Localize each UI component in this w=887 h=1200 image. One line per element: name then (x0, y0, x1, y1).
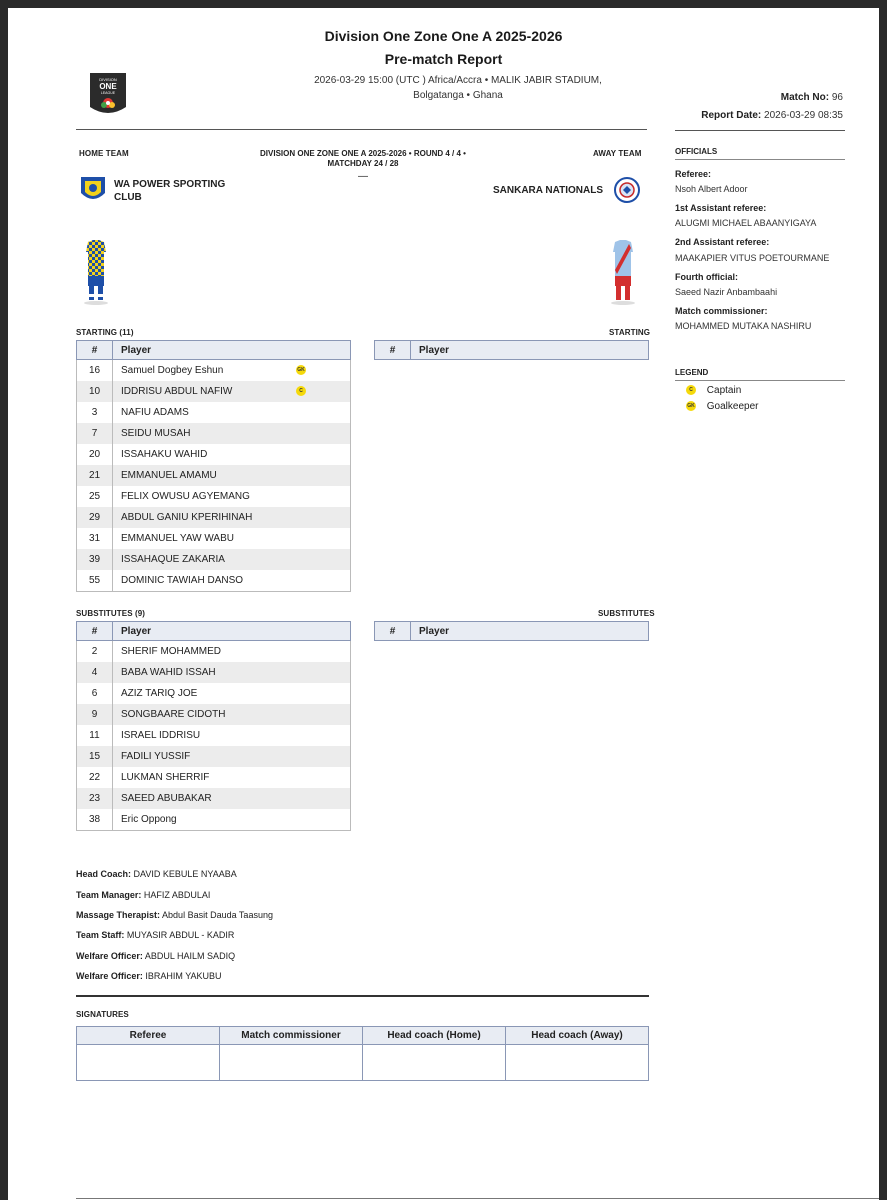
match-meta-line2: Bolgatanga • Ghana (413, 90, 503, 101)
staff-massage-therapist (76, 910, 273, 920)
player-name: SAEED ABUBAKAR (121, 793, 212, 805)
official-name-4: Saeed Nazir Anbambaahi (675, 287, 778, 297)
player-name: SEIDU MUSAH (121, 427, 191, 439)
away-kit-icon (607, 230, 639, 306)
official-name-3: MAAKAPIER VITUS POETOURMANE (675, 253, 830, 263)
home-starting-rows (77, 360, 351, 592)
player-number: 25 (77, 486, 113, 507)
report-subtitle: Pre-match Report (384, 51, 503, 67)
away-starting-label: STARTING (609, 328, 651, 337)
report-date-label: Report Date: (701, 110, 762, 121)
home-kit-icon (80, 230, 112, 306)
sig-col-commissioner: Match commissioner (220, 1027, 363, 1045)
player-name: ISSAHAKU WAHID (121, 448, 208, 460)
away-starting-table (374, 340, 649, 360)
player-number: 21 (77, 465, 113, 486)
player-row (77, 486, 351, 507)
col-number-header: # (77, 341, 113, 360)
player-name: SHERIF MOHAMMED (121, 645, 221, 657)
player-name: EMMANUEL YAW WABU (121, 533, 234, 545)
staff-name: IBRAHIM YAKUBU (145, 971, 222, 981)
player-cell (113, 767, 351, 788)
league-logo (88, 71, 128, 119)
player-row (77, 507, 351, 528)
player-cell (113, 402, 351, 423)
signatures-divider (76, 995, 649, 997)
logo-text-3: LEAGUE (100, 91, 116, 95)
staff-role: Team Staff: (76, 930, 125, 940)
official-role-5: Match commissioner: (675, 306, 768, 316)
player-cell (113, 570, 351, 591)
player-cell (113, 507, 351, 528)
legend-captain (686, 385, 741, 396)
captain-badge-icon: C (686, 385, 696, 395)
report-page (8, 8, 879, 1200)
away-crest-icon (613, 176, 641, 206)
official-name-2: ALUGMI MICHAEL ABAANYIGAYA (675, 218, 817, 228)
officials-title: OFFICIALS (675, 147, 718, 156)
player-row (77, 528, 351, 549)
logo-text-2: ONE (99, 82, 117, 91)
player-row (77, 381, 351, 402)
report-title: Division One Zone One A 2025-2026 (324, 28, 563, 44)
staff-team-staff (76, 930, 234, 940)
player-cell (113, 641, 351, 662)
player-number: 31 (77, 528, 113, 549)
player-cell (113, 746, 351, 767)
player-name: SONGBAARE CIDOTH (121, 708, 226, 720)
match-no-label: Match No: (780, 92, 830, 103)
sig-box-home-coach[interactable] (363, 1045, 506, 1081)
sig-box-commissioner[interactable] (220, 1045, 363, 1081)
footer-divider (76, 1198, 879, 1199)
home-team-name-line1: WA POWER SPORTING (114, 179, 226, 190)
player-name: ISSAHAQUE ZAKARIA (121, 554, 225, 566)
staff-name: HAFIZ ABDULAI (143, 890, 211, 900)
sig-col-home-coach: Head coach (Home) (363, 1027, 506, 1045)
player-number: 15 (77, 746, 113, 767)
staff-role: Welfare Officer: (76, 971, 143, 981)
col-player-header: Player (113, 622, 351, 641)
player-name: Samuel Dogbey Eshun (121, 364, 224, 376)
player-row (77, 570, 351, 591)
player-row (77, 423, 351, 444)
match-meta-line1: 2026-03-29 15:00 (UTC ) Africa/Accra • MALIK JABIR STADIUM, (314, 75, 602, 86)
official-role-4: Fourth official: (675, 272, 738, 282)
staff-team-manager (76, 890, 210, 900)
official-role-2: 1st Assistant referee: (675, 203, 767, 213)
staff-welfare-officer-1 (76, 951, 235, 961)
player-row (77, 360, 351, 381)
staff-role: Team Manager: (76, 890, 142, 900)
player-name: ISRAEL IDDRISU (121, 729, 201, 741)
player-cell (113, 725, 351, 746)
player-name: Eric Oppong (121, 814, 177, 826)
home-team-name (114, 178, 225, 204)
player-cell (113, 360, 351, 381)
player-row (77, 683, 351, 704)
player-number: 9 (77, 704, 113, 725)
player-cell (113, 444, 351, 465)
home-subs-rows (77, 641, 351, 831)
player-row (77, 725, 351, 746)
legend-goalkeeper-label: Goalkeeper (706, 401, 759, 412)
col-number-header: # (375, 622, 411, 641)
player-row (77, 402, 351, 423)
player-name: FELIX OWUSU AGYEMANG (121, 491, 250, 503)
player-row (77, 662, 351, 683)
home-subs-table (76, 621, 351, 831)
home-subs-label: SUBSTITUTES (9) (76, 609, 146, 618)
report-date-value: 2026-03-29 08:35 (764, 110, 843, 121)
player-row (77, 549, 351, 570)
col-number-header: # (375, 341, 411, 360)
staff-name: DAVID KEBULE NYAABA (133, 869, 237, 879)
player-name: IDDRISU ABDUL NAFIW (121, 385, 233, 397)
staff-role: Massage Therapist: (76, 910, 161, 920)
sig-box-referee[interactable] (77, 1045, 220, 1081)
player-row (77, 746, 351, 767)
signatures-title: SIGNATURES (76, 1010, 129, 1019)
home-crest-icon (79, 175, 107, 205)
header-divider (76, 129, 647, 130)
logo-text-1: DIVISION (99, 77, 117, 82)
player-row (77, 641, 351, 662)
home-team-name-line2: CLUB (114, 192, 142, 203)
legend-title: LEGEND (675, 368, 709, 377)
player-cell (113, 381, 351, 402)
legend-divider (675, 380, 845, 381)
player-number: 4 (77, 662, 113, 683)
player-number: 55 (77, 570, 113, 591)
player-cell (113, 486, 351, 507)
staff-name: ABDUL HAILM SADIQ (144, 951, 236, 961)
player-number: 7 (77, 423, 113, 444)
player-row (77, 809, 351, 830)
player-cell (113, 465, 351, 486)
player-number: 6 (77, 683, 113, 704)
player-cell (113, 683, 351, 704)
player-number: 16 (77, 360, 113, 381)
col-player-header: Player (113, 341, 351, 360)
sig-col-away-coach: Head coach (Away) (506, 1027, 649, 1045)
officials-title-divider (675, 159, 845, 160)
player-row (77, 788, 351, 809)
goalkeeper-badge-icon: GK (687, 403, 695, 410)
player-cell (113, 662, 351, 683)
competition-round: DIVISION ONE ZONE ONE A 2025-2026 • ROUND 4 / 4 • (260, 149, 466, 158)
player-cell (113, 528, 351, 549)
player-number: 39 (77, 549, 113, 570)
official-role-1: Referee: (675, 169, 712, 179)
competition-matchday: MATCHDAY 24 / 28 (327, 159, 399, 168)
staff-role: Head Coach: (76, 869, 132, 879)
sig-col-referee: Referee (77, 1027, 220, 1045)
official-name-5: MOHAMMED MUTAKA NASHIRU (675, 321, 812, 331)
player-number: 2 (77, 641, 113, 662)
report-date (701, 110, 843, 121)
player-row (77, 444, 351, 465)
match-no-value: 96 (831, 92, 843, 103)
staff-name: Abdul Basit Dauda Taasung (162, 910, 273, 920)
player-name: LUKMAN SHERRIF (121, 772, 210, 784)
staff-welfare-officer-2 (76, 971, 222, 981)
player-row (77, 465, 351, 486)
col-player-header: Player (411, 341, 649, 360)
player-row (77, 704, 351, 725)
player-number: 29 (77, 507, 113, 528)
goalkeeper-badge-icon: GK (297, 367, 305, 373)
player-number: 38 (77, 809, 113, 830)
player-name: BABA WAHID ISSAH (121, 666, 216, 678)
official-role-3: 2nd Assistant referee: (675, 237, 770, 247)
official-name-1: Nsoh Albert Adoor (675, 184, 748, 194)
player-number: 3 (77, 402, 113, 423)
staff-head-coach (76, 869, 237, 879)
home-team-label: HOME TEAM (79, 149, 129, 158)
away-subs-label: SUBSTITUTES (598, 609, 655, 618)
player-name: NAFIU ADAMS (121, 406, 189, 418)
sig-box-away-coach[interactable] (506, 1045, 649, 1081)
officials-divider (675, 130, 845, 131)
captain-badge-icon: C (296, 386, 306, 396)
player-number: 10 (77, 381, 113, 402)
home-starting-table (76, 340, 351, 592)
player-number: 22 (77, 767, 113, 788)
player-cell (113, 549, 351, 570)
player-cell (113, 704, 351, 725)
player-row (77, 767, 351, 788)
competition-info (253, 149, 473, 182)
match-score: — (358, 171, 368, 182)
signatures-table (76, 1026, 649, 1081)
legend-captain-label: Captain (706, 385, 742, 396)
staff-role: Welfare Officer: (76, 951, 143, 961)
away-team-label: AWAY TEAM (593, 149, 642, 158)
staff-name: MUYASIR ABDUL - KADIR (126, 930, 235, 940)
player-cell (113, 809, 351, 830)
player-name: AZIZ TARIQ JOE (121, 687, 198, 699)
player-name: ABDUL GANIU KPERIHINAH (121, 512, 253, 524)
player-number: 11 (77, 725, 113, 746)
player-cell (113, 423, 351, 444)
col-number-header: # (77, 622, 113, 641)
away-team-name: SANKARA NATIONALS (493, 185, 603, 196)
away-subs-table (374, 621, 649, 641)
player-number: 20 (77, 444, 113, 465)
player-name: EMMANUEL AMAMU (121, 470, 217, 482)
home-starting-label: STARTING (11) (76, 328, 134, 337)
player-name: FADILI YUSSIF (121, 751, 191, 763)
col-player-header: Player (411, 622, 649, 641)
player-number: 23 (77, 788, 113, 809)
player-name: DOMINIC TAWIAH DANSO (121, 575, 244, 587)
player-cell (113, 788, 351, 809)
legend-goalkeeper (686, 401, 758, 412)
match-number (781, 92, 843, 103)
